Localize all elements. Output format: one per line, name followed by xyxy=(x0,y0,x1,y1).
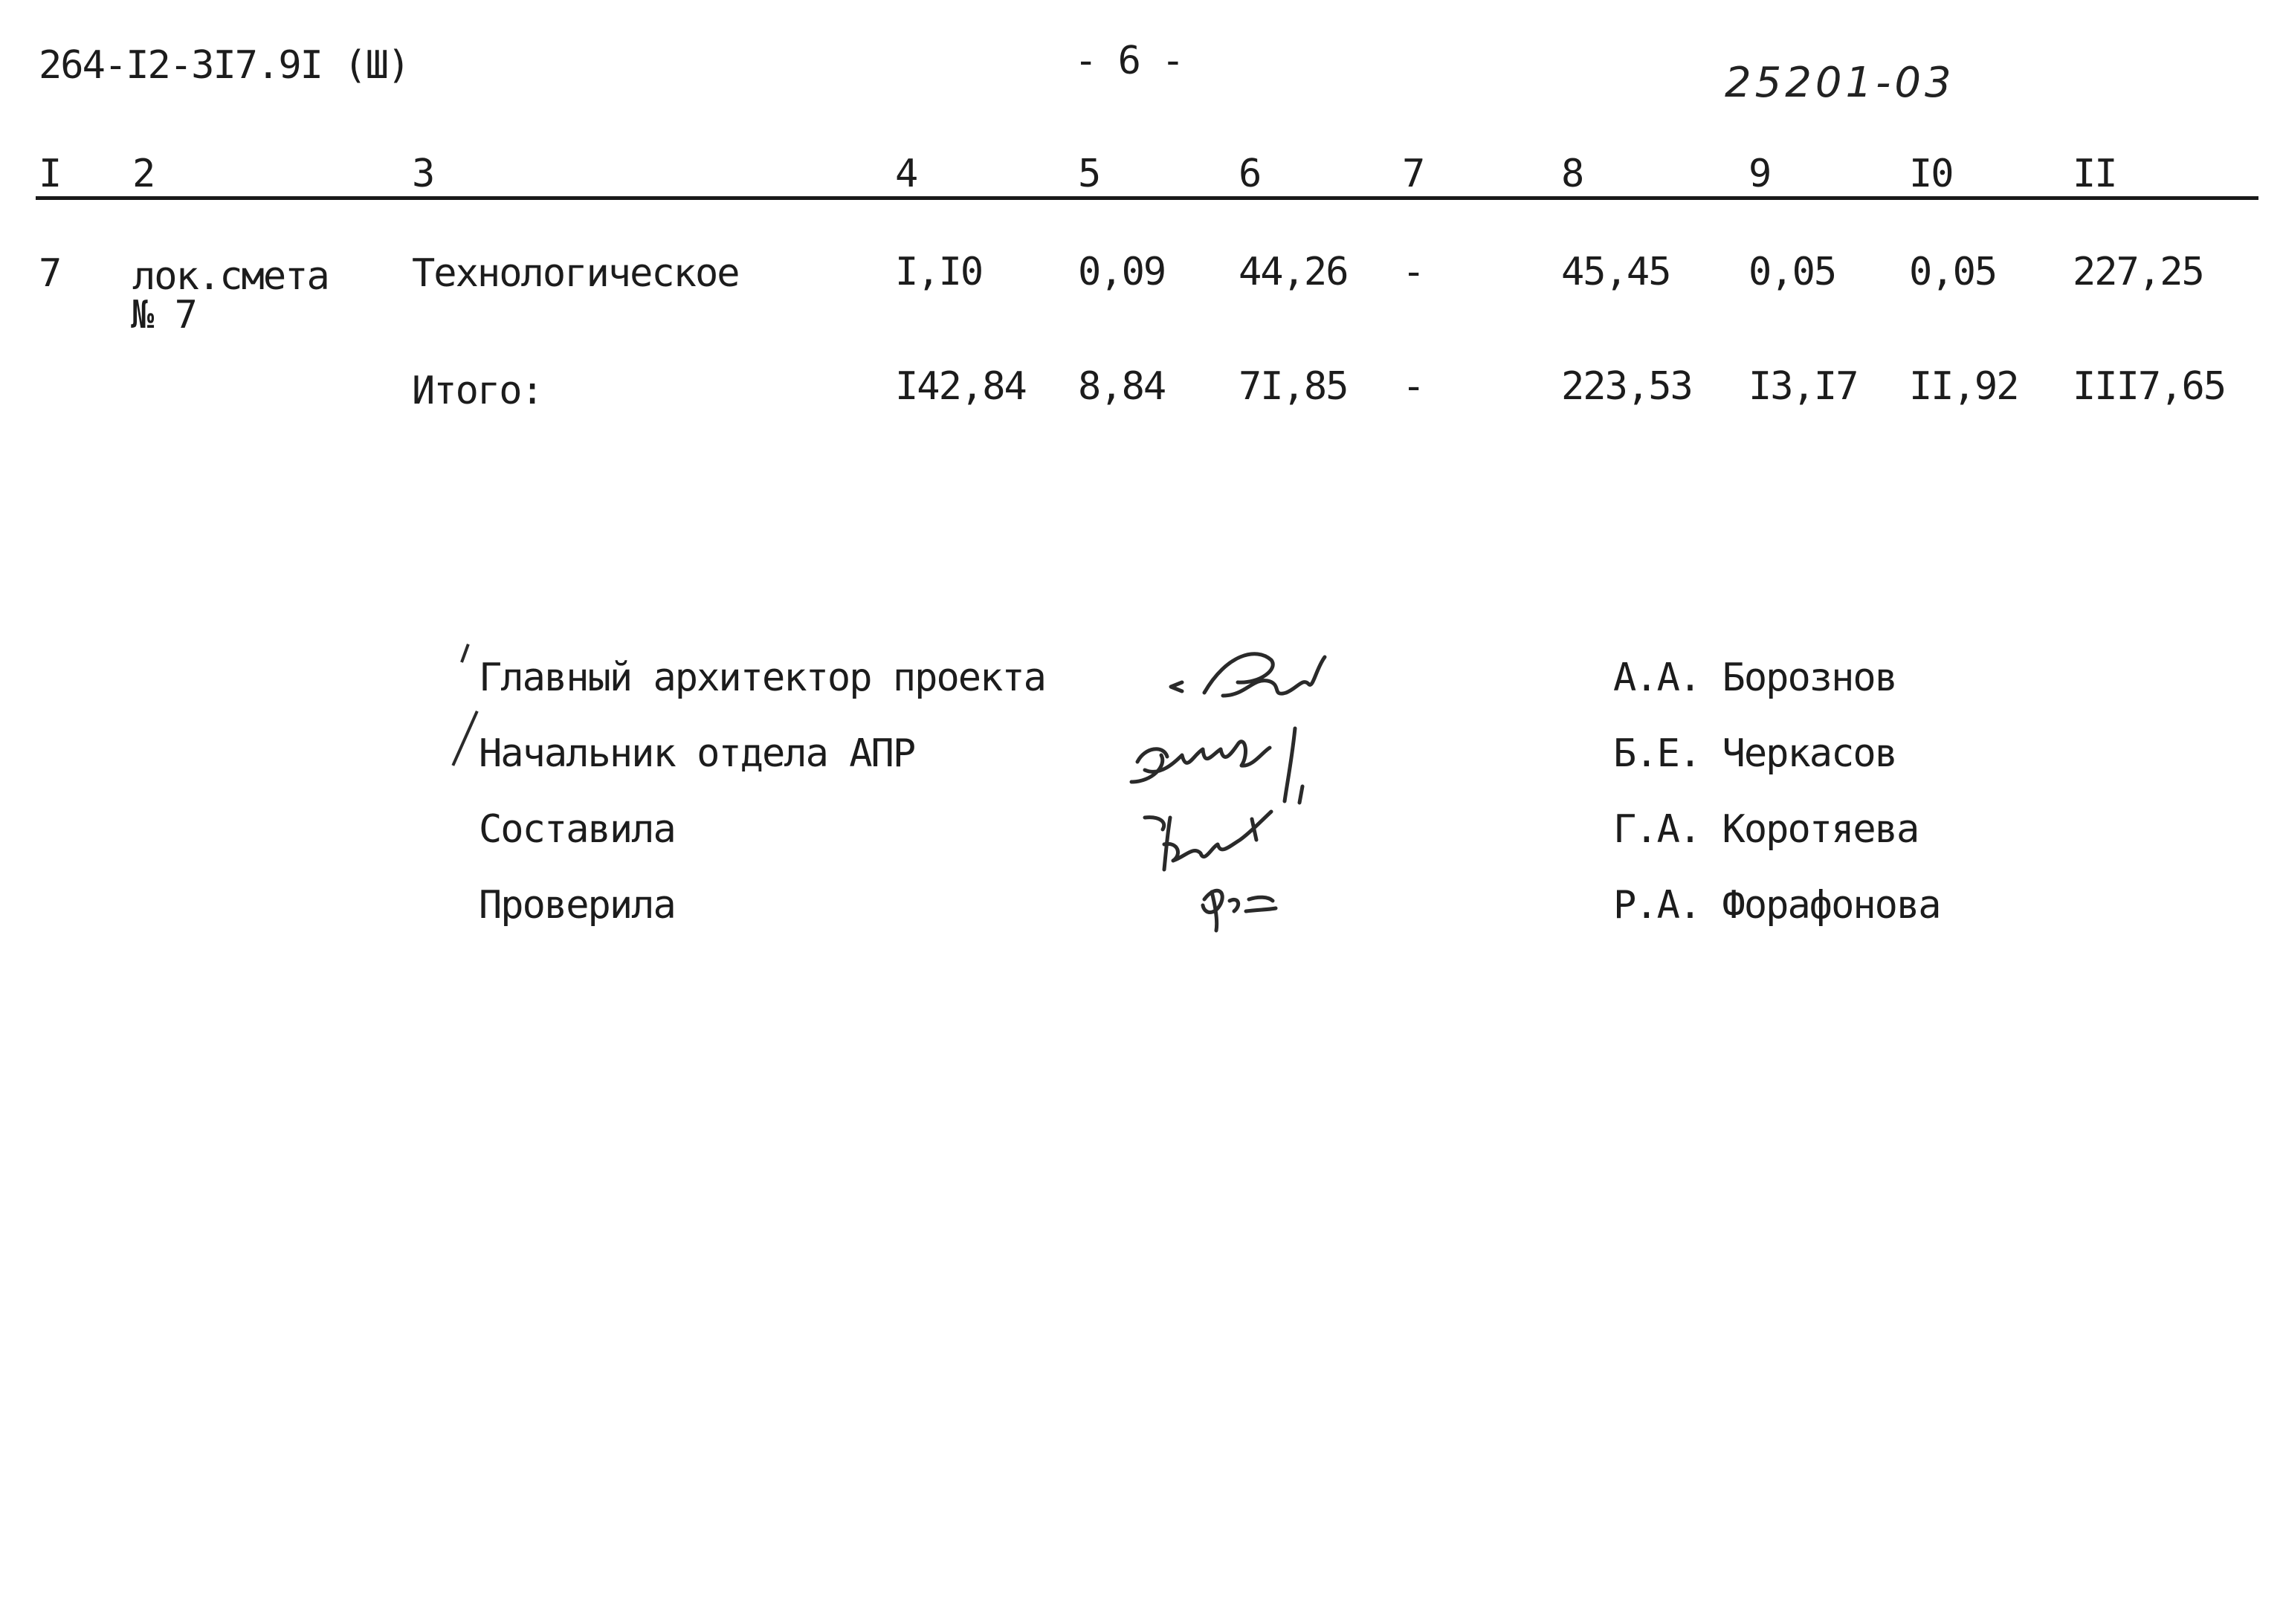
table-cell: 0,05 xyxy=(1748,250,1836,294)
total-cell: II,92 xyxy=(1909,364,2018,409)
signatory-name: Б.Е. Черкасов xyxy=(1613,731,1896,776)
total-cell: III7,65 xyxy=(2073,364,2226,409)
row-document-number: № 7 xyxy=(131,293,196,337)
signatory-name: Р.А. Форафонова xyxy=(1613,883,1940,928)
signatory-name: Г.А. Коротяева xyxy=(1613,807,1919,852)
table-cell: - xyxy=(1402,250,1424,294)
total-cell: I42,84 xyxy=(895,364,1026,409)
column-number: 4 xyxy=(895,152,917,196)
table-cell: 0,05 xyxy=(1909,250,1997,294)
row-name: Технологическое xyxy=(412,251,739,296)
total-cell: 8,84 xyxy=(1078,364,1166,409)
total-cell: I3,I7 xyxy=(1748,364,1858,409)
signatory-name: А.А. Борознов xyxy=(1613,656,1896,700)
table-cell: 0,09 xyxy=(1078,250,1166,294)
column-number: 8 xyxy=(1561,152,1583,196)
signatory-role: Составила xyxy=(479,807,675,852)
document-code: 264-I2-3I7.9I (Ш) xyxy=(39,43,410,88)
check-mark xyxy=(451,711,478,766)
page-number: - 6 - xyxy=(1074,39,1184,83)
column-number: II xyxy=(2073,152,2116,196)
table-cell: 44,26 xyxy=(1239,250,1348,294)
table-cell: 45,45 xyxy=(1561,250,1670,294)
signatory-role: Начальник отдела АПР xyxy=(479,731,915,776)
column-number: 6 xyxy=(1239,152,1261,196)
table-header-rule xyxy=(36,196,2258,200)
column-number: 2 xyxy=(132,152,155,196)
total-label: Итого: xyxy=(412,369,543,413)
handwritten-document-number: 25201-03 xyxy=(1725,59,1955,107)
total-cell: 7I,85 xyxy=(1239,364,1348,409)
column-number: 3 xyxy=(412,152,434,196)
column-number: I xyxy=(39,152,61,196)
signatory-role: Главный архитектор проекта xyxy=(479,656,1045,700)
table-cell: 227,25 xyxy=(2073,250,2203,294)
row-document: лок.смета xyxy=(132,254,329,299)
total-cell: - xyxy=(1402,364,1424,409)
column-number: 9 xyxy=(1748,152,1771,196)
column-number: I0 xyxy=(1909,152,1953,196)
total-cell: 223,53 xyxy=(1561,364,1692,409)
column-number: 5 xyxy=(1078,152,1100,196)
row-number: 7 xyxy=(39,251,61,296)
signatory-role: Проверила xyxy=(479,883,675,928)
table-cell: I,I0 xyxy=(895,250,983,294)
column-number: 7 xyxy=(1402,152,1424,196)
handwritten-signatures xyxy=(1093,624,1450,951)
check-mark xyxy=(460,644,470,663)
